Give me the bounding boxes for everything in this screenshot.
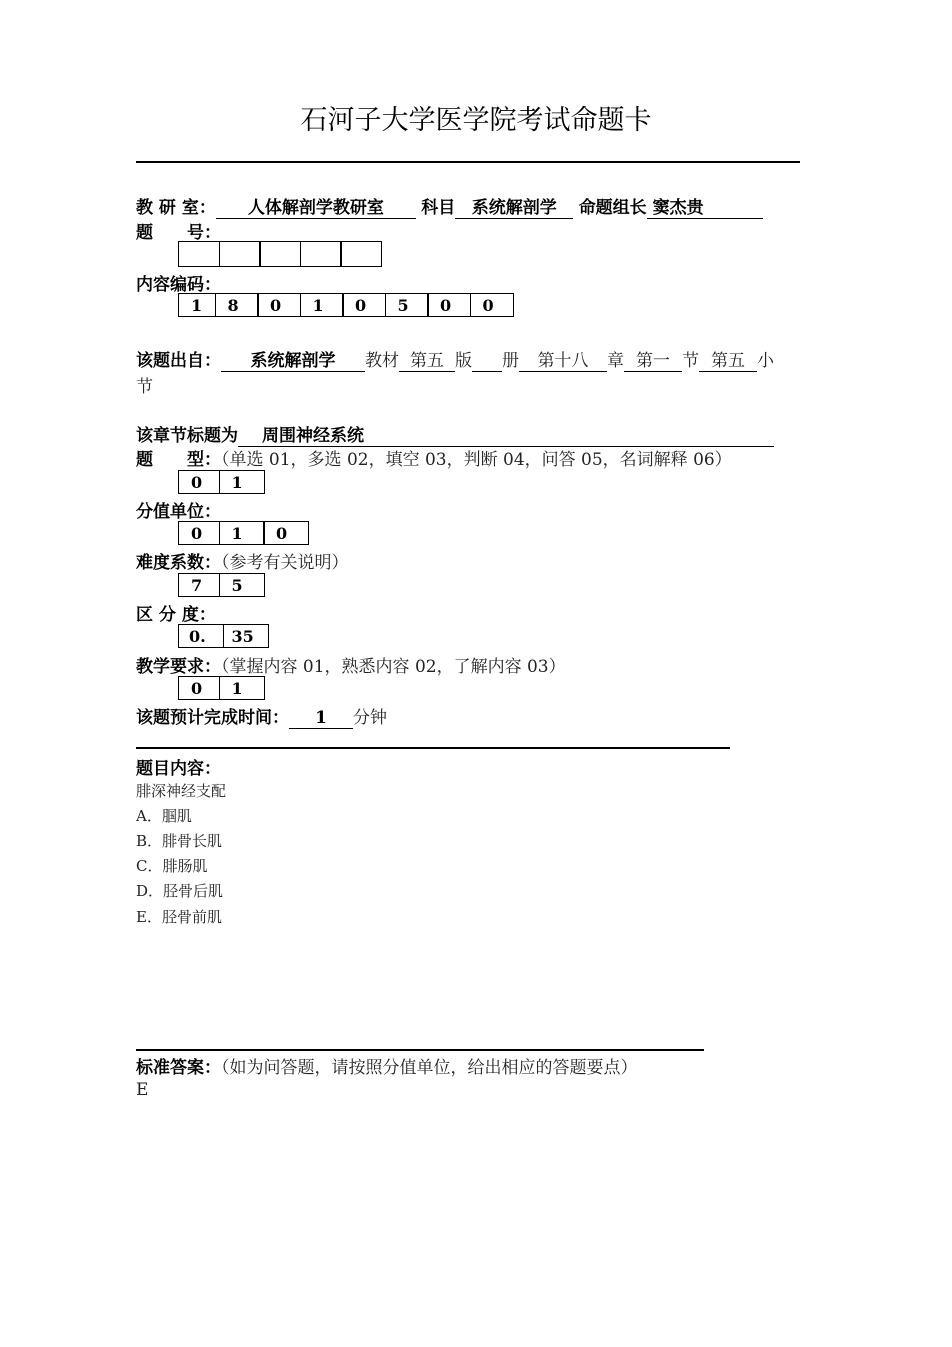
title-divider — [136, 161, 800, 163]
time-unit: 分钟 — [353, 708, 387, 728]
source-volume — [472, 351, 502, 372]
option-b: B．腓骨长肌 — [136, 832, 223, 850]
time-line — [136, 703, 387, 729]
source-line — [136, 346, 774, 372]
source-jie: 节 — [682, 351, 699, 371]
code-boxes — [178, 293, 514, 317]
code-cell: 8 — [215, 293, 259, 317]
qtype-hint: （单选 01，多选 02，填空 03，判断 04，问答 05，名词解释 06） — [221, 450, 732, 470]
option-a: A．腘肌 — [136, 807, 192, 825]
qnum-cell — [219, 241, 261, 267]
difficulty-cell: 7 — [178, 573, 220, 597]
difficulty-line — [136, 548, 349, 573]
difficulty-label: 难度系数： — [136, 553, 221, 573]
qnum-label: 题 号： — [136, 223, 221, 243]
leader-value: 窦杰贵 — [647, 198, 763, 219]
requirement-cell: 0 — [178, 676, 220, 700]
discrimination-boxes — [178, 624, 269, 648]
requirement-hint: （掌握内容 01，熟悉内容 02，了解内容 03） — [221, 657, 566, 677]
discrimination-cell: 35 — [223, 624, 269, 648]
source-book: 系统解剖学 — [221, 351, 365, 372]
subject-label: 科目 — [421, 198, 456, 218]
code-label: 内容编码： — [136, 275, 221, 295]
source-ban: 版 — [455, 351, 472, 371]
dept-value: 人体解剖学教研室 — [216, 198, 416, 219]
score-unit-label: 分值单位： — [136, 502, 221, 522]
question-stem: 腓深神经支配 — [136, 782, 227, 800]
header-line — [136, 193, 763, 219]
qtype-cell: 0 — [178, 470, 220, 494]
score-unit-cell: 0 — [263, 521, 309, 545]
code-cell: 5 — [385, 293, 429, 317]
content-divider — [136, 747, 730, 749]
qnum-cell — [300, 241, 342, 267]
answer-line — [136, 1053, 638, 1078]
score-unit-cell: 1 — [219, 521, 265, 545]
source-jiaocai: 教材 — [365, 351, 399, 371]
answer-hint: （如为问答题，请按照分值单位，给出相应的答题要点） — [221, 1058, 638, 1078]
leader-label: 命题组长 — [578, 198, 647, 218]
answer-value: E — [136, 1080, 149, 1100]
source-zhang: 章 — [607, 351, 624, 371]
qnum-boxes — [178, 241, 382, 267]
option-d: D．胫骨后肌 — [136, 882, 224, 900]
score-unit-boxes — [178, 521, 309, 545]
source-edition: 第五 — [399, 351, 455, 372]
qtype-boxes — [178, 470, 265, 494]
content-label: 题目内容： — [136, 759, 221, 779]
qnum-cell — [178, 241, 220, 267]
discrimination-cell: 0. — [178, 624, 224, 648]
source-xiao: 小 — [757, 351, 774, 371]
source-label: 该题出自： — [136, 351, 221, 371]
option-e: E．胫骨前肌 — [136, 908, 222, 926]
chapter-title-line — [136, 421, 774, 447]
dept-label: 教 研 室： — [136, 198, 216, 218]
time-value: 1 — [289, 708, 353, 729]
requirement-line — [136, 652, 566, 677]
code-cell: 0 — [470, 293, 514, 317]
source-chapter: 第十八 — [519, 351, 607, 372]
qtype-cell: 1 — [219, 470, 265, 494]
difficulty-cell: 5 — [219, 573, 265, 597]
code-cell: 1 — [300, 293, 344, 317]
qtype-label: 题 型： — [136, 450, 221, 470]
chapter-title-value: 周围神经系统 — [238, 426, 774, 447]
answer-label: 标准答案： — [136, 1058, 221, 1078]
requirement-label: 教学要求： — [136, 657, 221, 677]
code-cell: 1 — [178, 293, 216, 317]
score-unit-cell: 0 — [178, 521, 220, 545]
qnum-cell — [259, 241, 301, 267]
qnum-cell — [340, 241, 382, 267]
time-label: 该题预计完成时间： — [136, 708, 289, 728]
answer-divider — [136, 1049, 704, 1051]
source-jie2: 节 — [136, 377, 153, 397]
qtype-line — [136, 445, 732, 470]
difficulty-hint: （参考有关说明） — [221, 553, 349, 573]
source-section: 第一 — [624, 351, 682, 372]
option-c: C．腓肠肌 — [136, 857, 208, 875]
subject-value: 系统解剖学 — [455, 198, 573, 219]
page-title: 石河子大学医学院考试命题卡 — [300, 105, 652, 136]
requirement-boxes — [178, 676, 265, 700]
requirement-cell: 1 — [219, 676, 265, 700]
code-cell: 0 — [257, 293, 301, 317]
discrimination-label: 区 分 度： — [136, 605, 216, 625]
code-cell: 0 — [427, 293, 471, 317]
code-cell: 0 — [342, 293, 386, 317]
source-ce: 册 — [502, 351, 519, 371]
difficulty-boxes — [178, 573, 265, 597]
chapter-title-label: 该章节标题为 — [136, 426, 238, 446]
source-subsection: 第五 — [699, 351, 757, 372]
